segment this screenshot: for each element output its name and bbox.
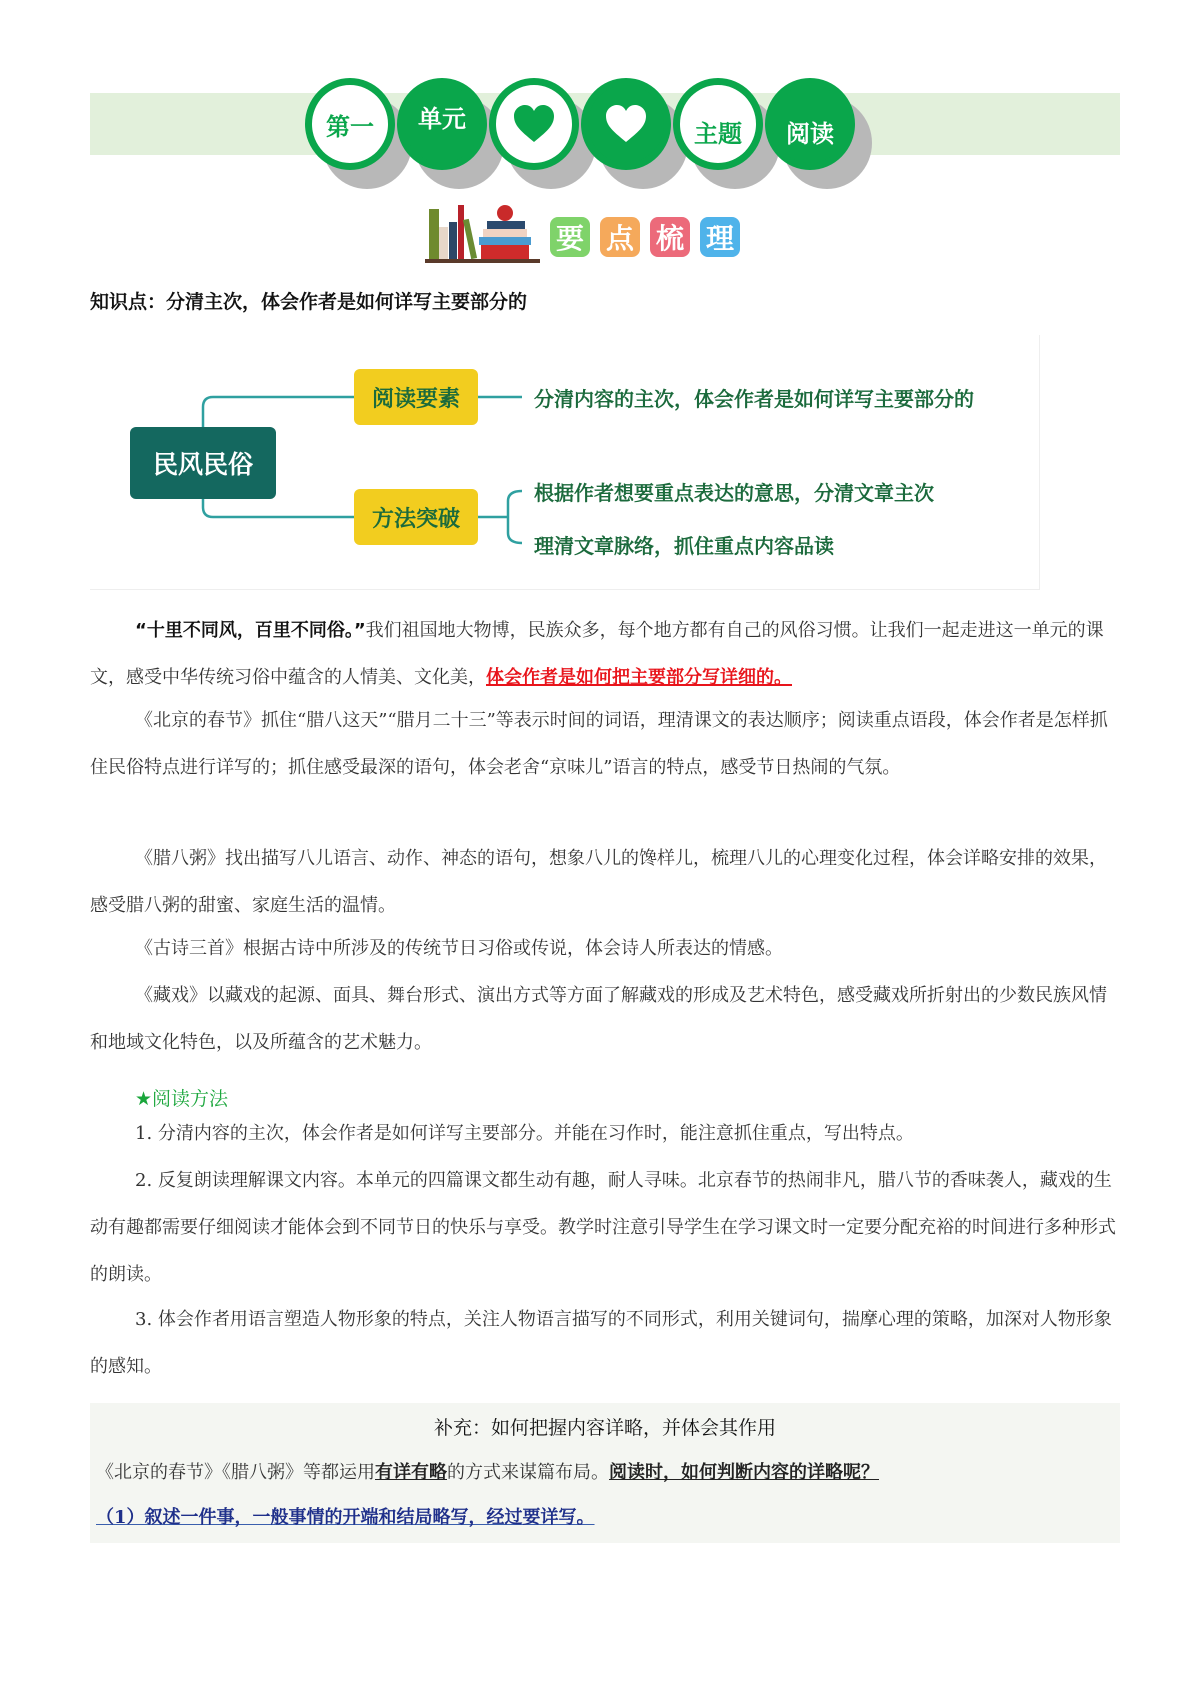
intro-highlight: 体会作者是如何把主要部分写详细的。 (486, 667, 792, 688)
bubble-heart-filled (581, 78, 671, 170)
lesson-paragraph-laba-porridge: 《腊八粥》找出描写八儿语言、动作、神态的语句，想象八儿的馋样儿，梳理八儿的心理变化过程，体会详略安排的效果，感受腊八粥的甜蜜、家庭生活的温情。 (90, 848, 1107, 916)
supplement-text: 《北京的春节》《腊八粥》等都运用 (96, 1462, 375, 1483)
tile-dian (600, 217, 640, 257)
heart-icon (604, 104, 648, 144)
mindmap-root: 民风民俗 (130, 427, 276, 499)
bubble-heart-outline (489, 78, 579, 170)
tile-yao (550, 217, 590, 257)
bubble-reading (765, 78, 855, 170)
supplement-line (96, 1458, 879, 1484)
bubble-first (305, 78, 395, 170)
knowledge-point-title: 知识点：分清主次，体会作者是如何详写主要部分的 (90, 291, 528, 313)
supplement-text: 的方式来谋篇布局。 (447, 1462, 609, 1483)
supplement-emphasis: 有详有略 (375, 1462, 447, 1483)
mindmap-leaf: 理清文章脉络，抓住重点内容品读 (534, 534, 834, 558)
heart-icon (512, 104, 556, 144)
lesson-paragraph-tibetan-opera: 《藏戏》以藏戏的起源、面具、舞台形式、演出方式等方面了解藏戏的形成及艺术特色，感受藏戏所折射出的少数民族风情和地域文化特色，以及所蕴含的艺术魅力。 (90, 985, 1107, 1053)
tile-char: 梳 (655, 222, 684, 255)
lesson-paragraph-beijing-spring-festival: 《北京的春节》抓住“腊八这天”“腊月二十三”等表示时间的词语，理清课文的表达顺序；阅读重点语段，体会作者是怎样抓住民俗特点进行详写的；抓住感受最深的语句，体会老舍“京味儿”语言的特点，感受节日热闹的气氛。 (90, 710, 1108, 778)
bubble-label: 第一 (326, 112, 374, 141)
supplement-title: 补充：如何把握内容详略，并体会其作用 (433, 1417, 776, 1439)
mindmap-leaf: 根据作者想要重点表达的意思，分清文章主次 (534, 481, 934, 505)
intro-text: 我们祖国地大物博，民族众多，每个地方都有自己的风俗习惯。让我们一起走进这一单元的课文，感受中华传统习俗中蕴含的人情美、文化美， (90, 620, 1104, 688)
unit-banner (305, 78, 905, 178)
books-icon (425, 205, 540, 263)
bubble-unit (397, 78, 487, 170)
tile-char: 理 (705, 222, 734, 255)
reading-methods-heading: ★阅读方法 (135, 1088, 229, 1110)
bubble-label: 单元 (418, 105, 466, 133)
intro-quote: “十里不同风，百里不同俗。” (135, 620, 366, 641)
mindmap-leaf: 分清内容的主次，体会作者是如何详写主要部分的 (534, 387, 974, 411)
tile-char: 点 (605, 222, 634, 255)
mindmap-node-reading-elements: 阅读要素 (354, 369, 478, 425)
bubble-label: 主题 (694, 120, 742, 148)
section-header-key-points (425, 205, 745, 263)
method-item: 3. 体会作者用语言塑造人物形象的特点，关注人物语言描写的不同形式，利用关键词句，揣摩心理的策略，加深对人物形象的感知。 (90, 1309, 1112, 1377)
tile-shu (650, 217, 690, 257)
intro-paragraph (90, 607, 1120, 701)
bubble-theme (673, 78, 763, 170)
bubble-label: 阅读 (786, 120, 834, 148)
tile-li (700, 217, 740, 257)
supplement-point-1: （1）叙述一件事，一般事情的开端和结局略写，经过要详写。 (96, 1507, 595, 1528)
supplement-box (90, 1403, 1120, 1543)
method-item: 1. 分清内容的主次，体会作者是如何详写主要部分。并能在习作时，能注意抓住重点，写出特点。 (135, 1123, 914, 1144)
supplement-question: 阅读时，如何判断内容的详略呢？ (609, 1462, 879, 1483)
method-item: 2. 反复朗读理解课文内容。本单元的四篇课文都生动有趣，耐人寻味。北京春节的热闹非凡，腊八节的香味袭人，藏戏的生动有趣都需要仔细阅读才能体会到不同节日的快乐与享受。教学时注意引导学生在学习课文时一定要分配充裕的时间进行多种形式的朗读。 (90, 1170, 1116, 1285)
tile-char: 要 (555, 222, 584, 255)
mindmap-node-method-breakthrough: 方法突破 (354, 489, 478, 545)
mindmap (90, 335, 1040, 590)
lesson-paragraph-three-poems: 《古诗三首》根据古诗中所涉及的传统节日习俗或传说，体会诗人所表达的情感。 (135, 938, 783, 959)
